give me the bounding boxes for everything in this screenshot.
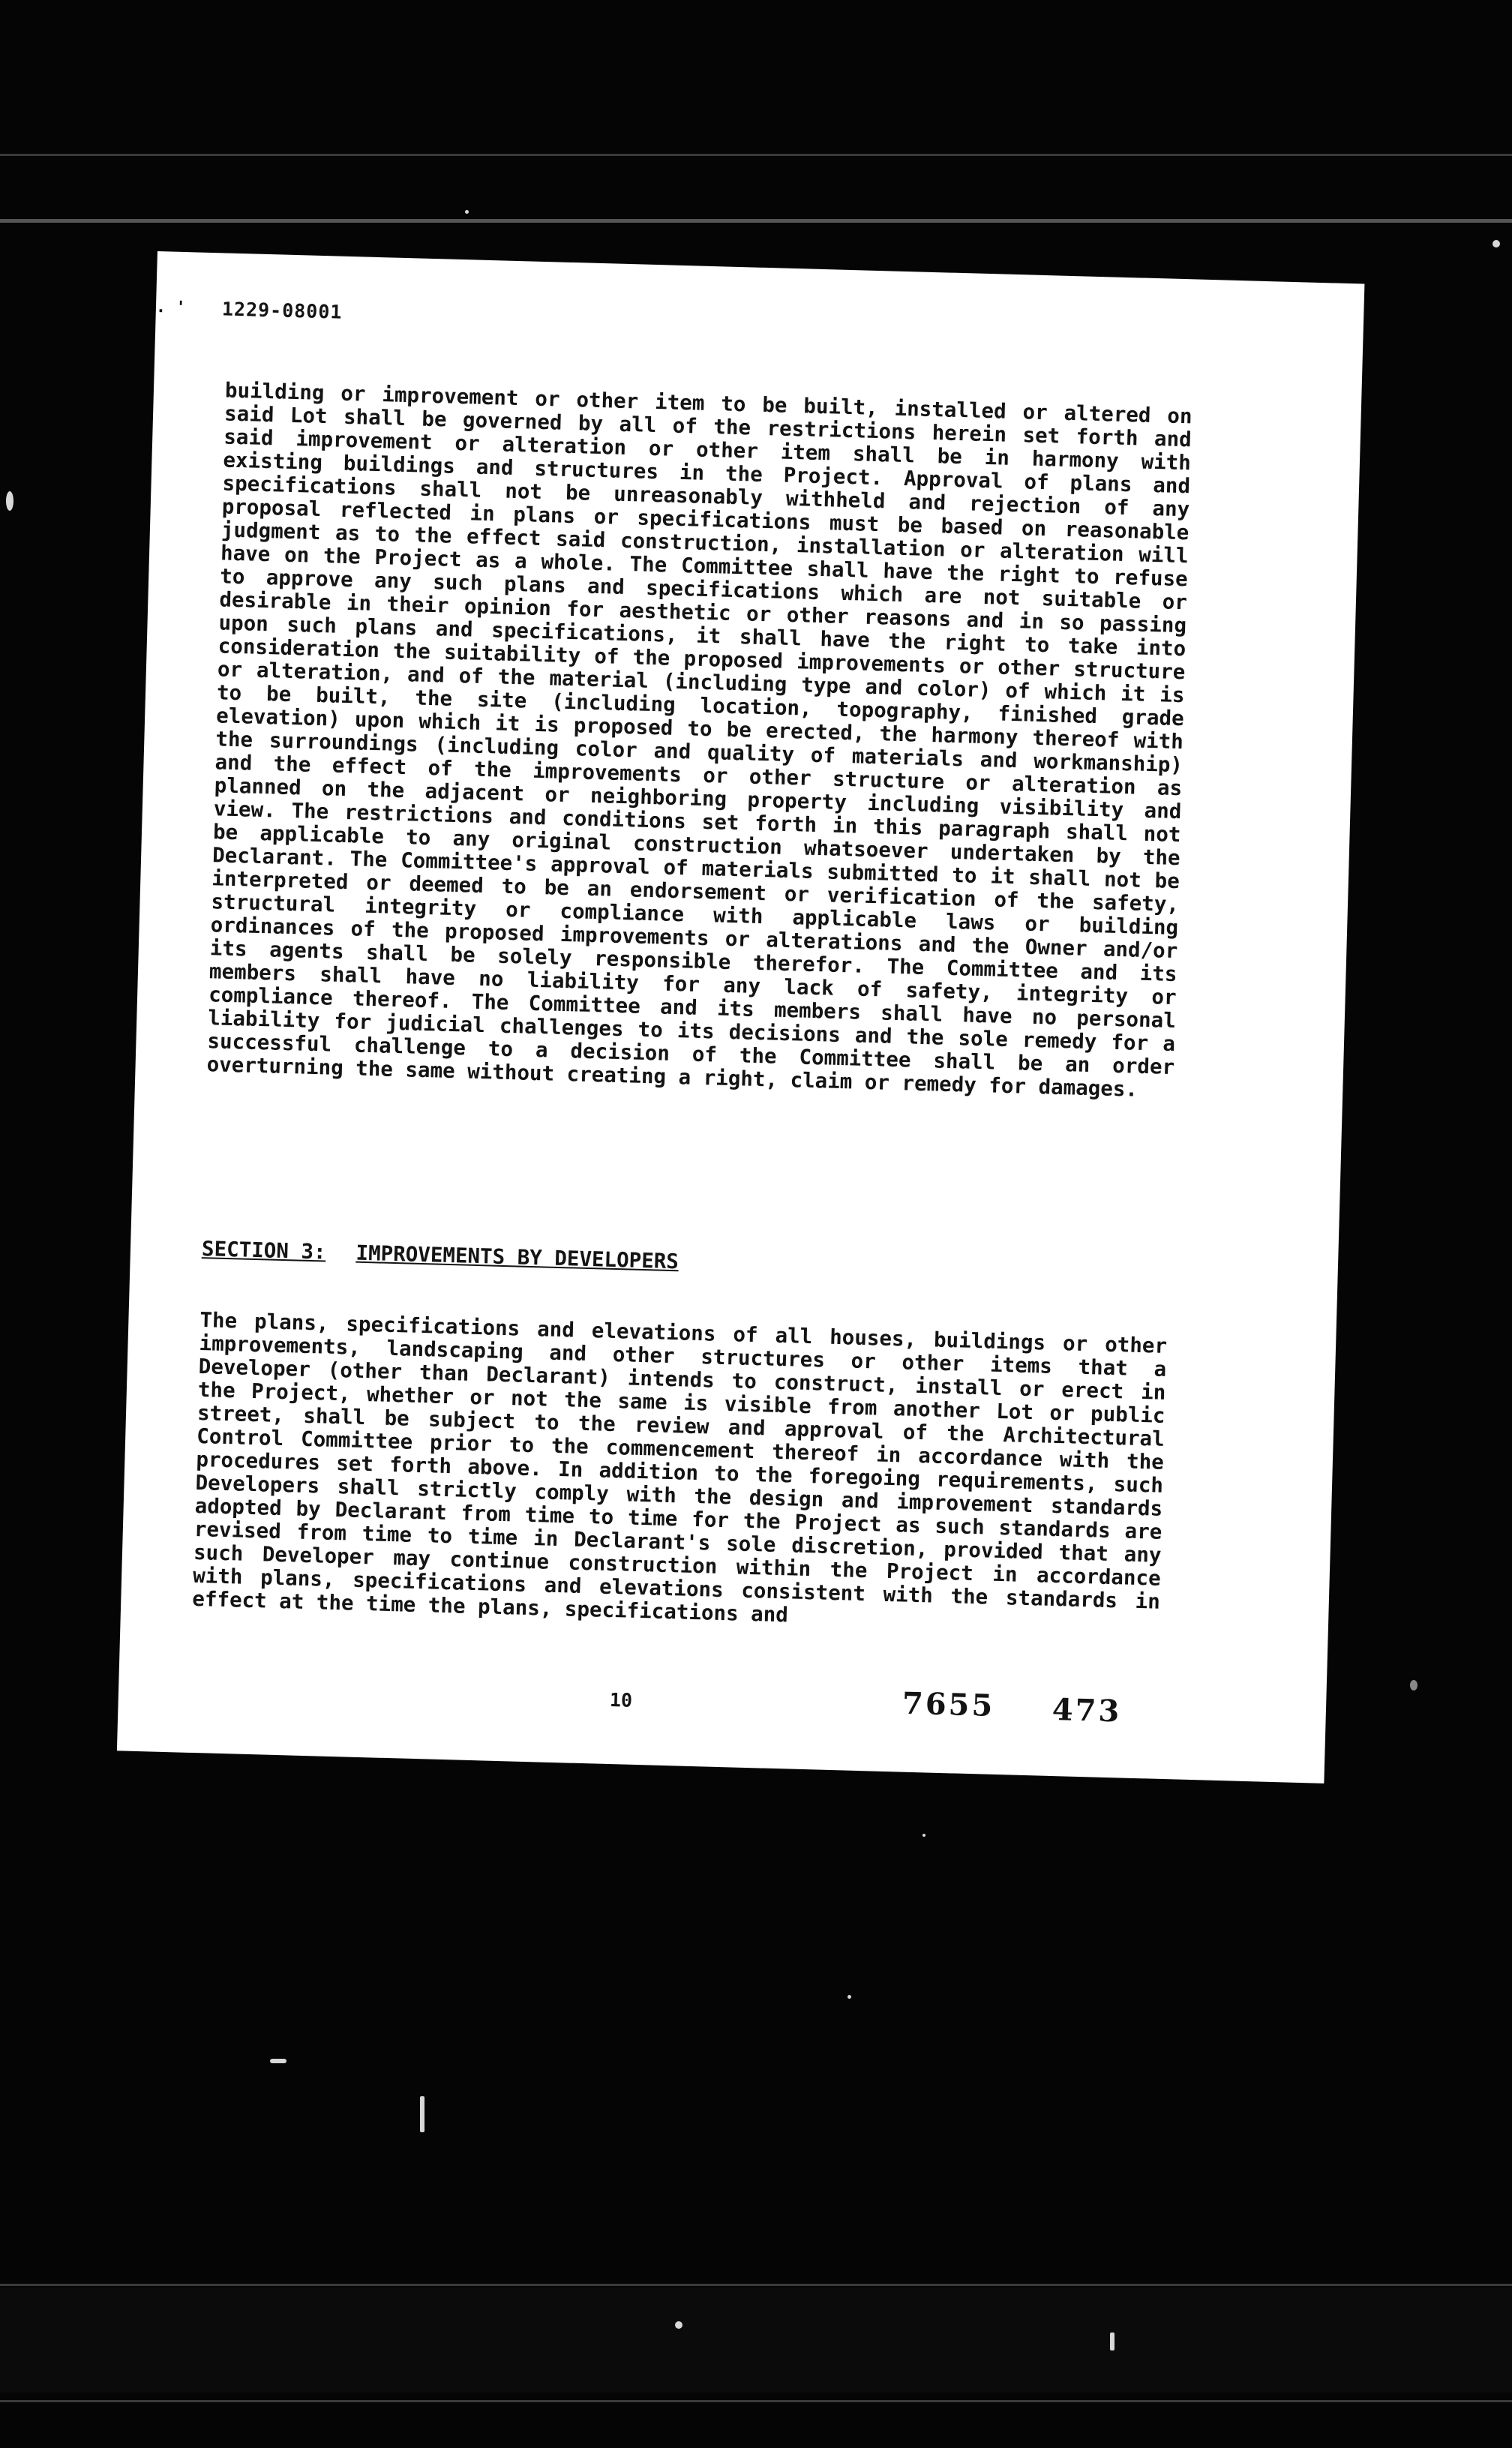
body-paragraph: The plans, specifications and elevations of all houses, buildings or other improvements, landscaping and other structures or other items that a Developer (other than Declarant) intends to construct, install or erect in the Project, whether or not the same is visible from another Lot or public street, shall be subject to the review and approval of the Architectural Control Committee prior to the commencement thereof in accordance with the procedures set forth above. In addition to the foregoing requirements, such Developers shall strictly comply with the design and improvement standards adopted by Declarant from time to time for the Project as such standards are revised from time to time in Declarant's sole discretion, provided that any such Developer may continue construction within the Project in accordance with plans, specifications and elevations consistent with the standards in effect at the time the plans, specifications and	[191, 1307, 1168, 1627]
section-heading	[202, 1237, 680, 1274]
scan-speck	[1492, 240, 1500, 248]
scan-speck	[465, 210, 469, 214]
section-title: IMPROVEMENTS BY DEVELOPERS	[356, 1240, 680, 1274]
page-number: 10	[609, 1689, 633, 1712]
scan-band	[0, 2288, 1512, 2392]
body-paragraph: building or improvement or other item to be built, installed or altered on said Lot shall be governed by all of the restrictions herein set forth and said improvement or alteration or other item shall be in harmony with existing buildings and structures in the Project. Approval of plans and specifications shall not be unreasonably withheld and rejection of any proposal reflected in plans or specifications must be based on reasonable judgment as to the effect said construction, installation or alteration will have on the Project as a whole. The Committee shall have the right to refuse to approve any such plans and specifications which are not suitable or desirable in their opinion for aesthetic or other reasons and in so passing upon such plans and specifications, it shall have the right to take into consideration the suitability of the proposed improvements or other structure or alteration, and of the material (including type and color) of which it is to be built, the site (including location, topography, finished grade elevation) upon which it is proposed to be erected, the harmony thereof with the surroundings (including color and quality of materials and workmanship) and the effect of the improvements or other structure or alteration as planned on the adjacent or neighboring property including visibility and view. The restrictions and conditions set forth in this paragraph shall not be applicable to any original construction whatsoever undertaken by the Declarant. The Committee's approval of materials submitted to it shall not be interpreted or deemed to be an endorsement or verification of the safety, structural integrity or compliance with applicable laws or building ordinances of the proposed improvements or alterations and the Owner and/or its agents shall be solely responsible therefor. The Committee and its members shall have no liability for any lack of safety, integrity or compliance thereof. The Committee and its members shall have no personal liability for judicial challenges to its decisions and the sole remedy for a successful challenge to a decision of the Committee shall be an order overturning the same without creating a right, claim or remedy for damages.	[206, 378, 1192, 1102]
document-id-stamp: 1229-08001	[221, 298, 343, 323]
scan-speck	[848, 1995, 851, 1999]
scan-speck	[1110, 2332, 1114, 2350]
recording-book-number: 7655	[902, 1685, 995, 1724]
scan-speck	[922, 1834, 926, 1837]
scan-speck	[1410, 1680, 1418, 1690]
scan-line	[0, 2400, 1512, 2402]
corner-mark: . '	[155, 297, 187, 318]
scan-line	[0, 2284, 1512, 2286]
recording-page-number: 473	[1052, 1691, 1122, 1730]
scan-speck	[6, 491, 14, 511]
section-label: SECTION 3:	[201, 1237, 326, 1264]
scan-line	[0, 154, 1512, 156]
scan-speck	[420, 2096, 424, 2132]
scan-speck	[675, 2321, 682, 2329]
document-page	[117, 251, 1365, 1784]
scan-speck	[270, 2059, 286, 2063]
scan-line	[0, 219, 1512, 223]
